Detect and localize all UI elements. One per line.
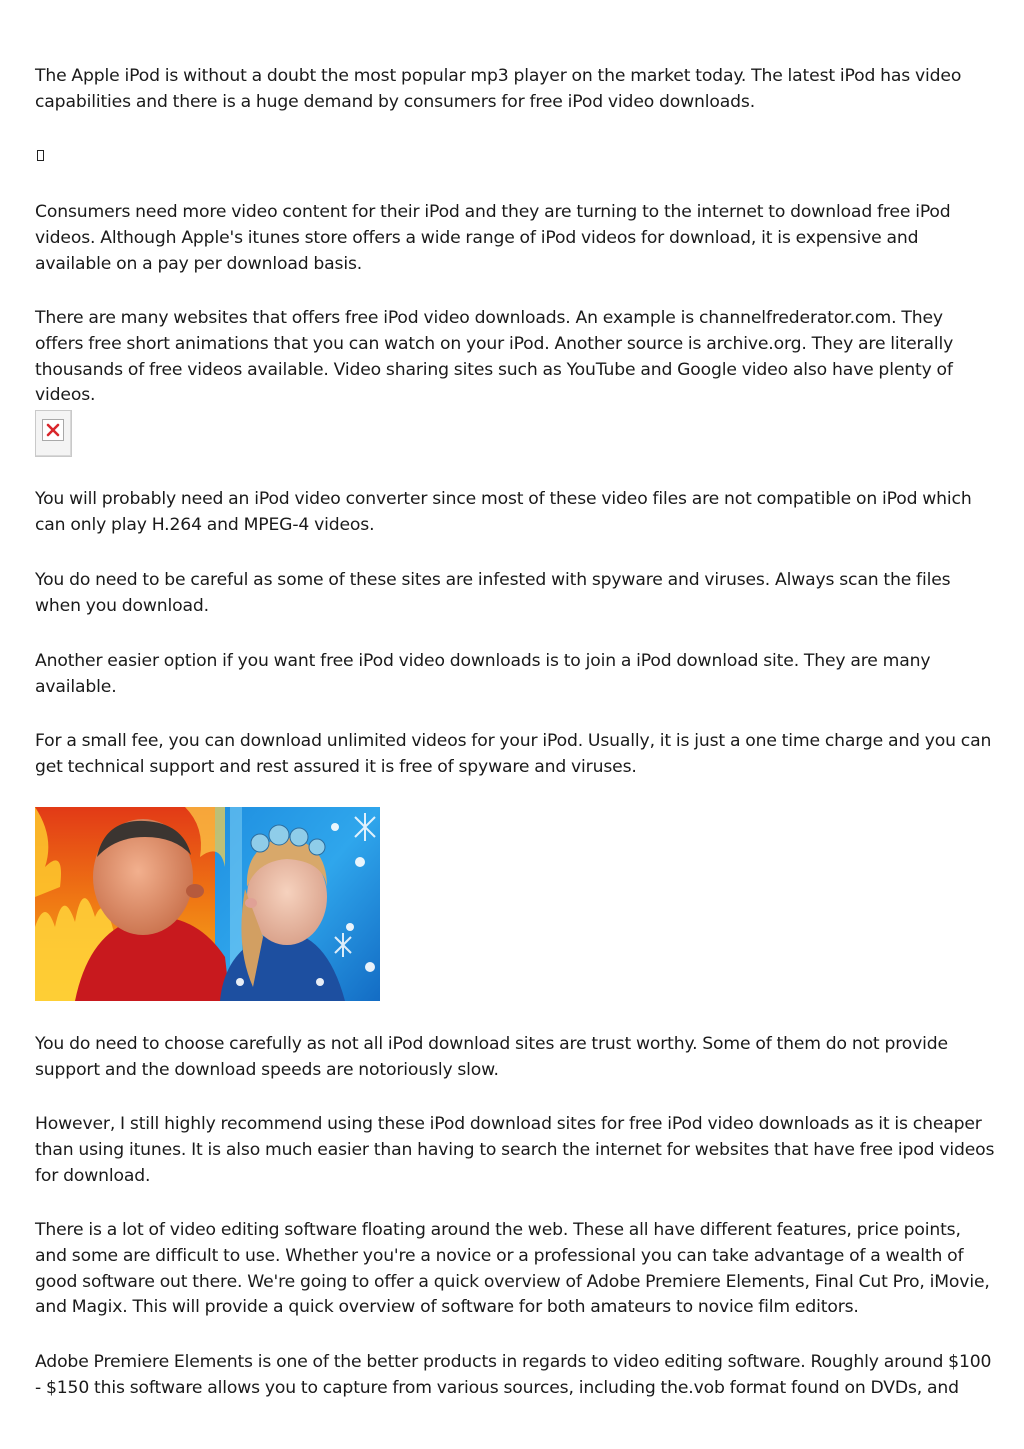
paragraph-careful: You do need to be careful as some of these sites are infested with spyware and viruses. Always scan the files when you download. xyxy=(35,570,951,616)
paragraph-recommend: However, I still highly recommend using these iPod download sites for free iPod video downloads as it is cheaper than using itunes. It is also much easier than having to search the internet for websites that have free ipod videos for download. xyxy=(35,1114,995,1186)
broken-image-icon xyxy=(35,410,72,457)
paragraph-websites: There are many websites that offers free iPod video downloads. An example is channelfrederator.com. They offers free short animations that you can watch on your iPod. Another source is archive.org. They are literally thousands of free videos available. Video sharing sites such as YouTube and Google video also have plenty of videos. xyxy=(35,308,954,406)
paragraph-editing-software: There is a lot of video editing software floating around the web. These all have different features, price points, and some are difficult to use. Whether you're a novice or a professional you can take advantage of a wealth of good software out there. We're going to offer a quick overview of Adobe Premiere Elements, Final Cut Pro, iMovie, and Magix. This will provide a quick overview of software for both amateurs to novice film editors. xyxy=(35,1220,990,1318)
paragraph-small-fee: For a small fee, you can download unlimited videos for your iPod. Usually, it is just a one time charge and you can get technical support and rest assured it is free of spyware and viruses. xyxy=(35,731,992,777)
paragraph-converter: You will probably need an iPod video converter since most of these video files are not compatible on iPod which can only play H.264 and MPEG-4 videos. xyxy=(35,489,972,535)
missing-glyph-icon xyxy=(37,150,44,161)
paragraph-easier-option: Another easier option if you want free iPod video downloads is to join a iPod download site. They are many available. xyxy=(35,651,931,697)
paragraph-intro: The Apple iPod is without a doubt the most popular mp3 player on the market today. The latest iPod has video capabilities and there is a huge demand by consumers for free iPod video downloads. xyxy=(35,66,962,112)
paragraph-consumers: Consumers need more video content for their iPod and they are turning to the internet to download free iPod videos. Although Apple's itunes store offers a wide range of iPod videos for download, it is expensive and available on a pay per download basis. xyxy=(35,202,951,274)
close-x-icon xyxy=(46,423,60,437)
paragraph-choose-carefully: You do need to choose carefully as not all iPod download sites are trust worthy. Some of them do not provide support and the download speeds are notoriously slow. xyxy=(35,1034,948,1080)
article-photo xyxy=(35,807,380,1001)
paragraph-adobe-premiere: Adobe Premiere Elements is one of the better products in regards to video editing software. Roughly around $100 - $150 this software allows you to capture from various sources, including the.vob format found on DVDs, and xyxy=(35,1352,992,1398)
